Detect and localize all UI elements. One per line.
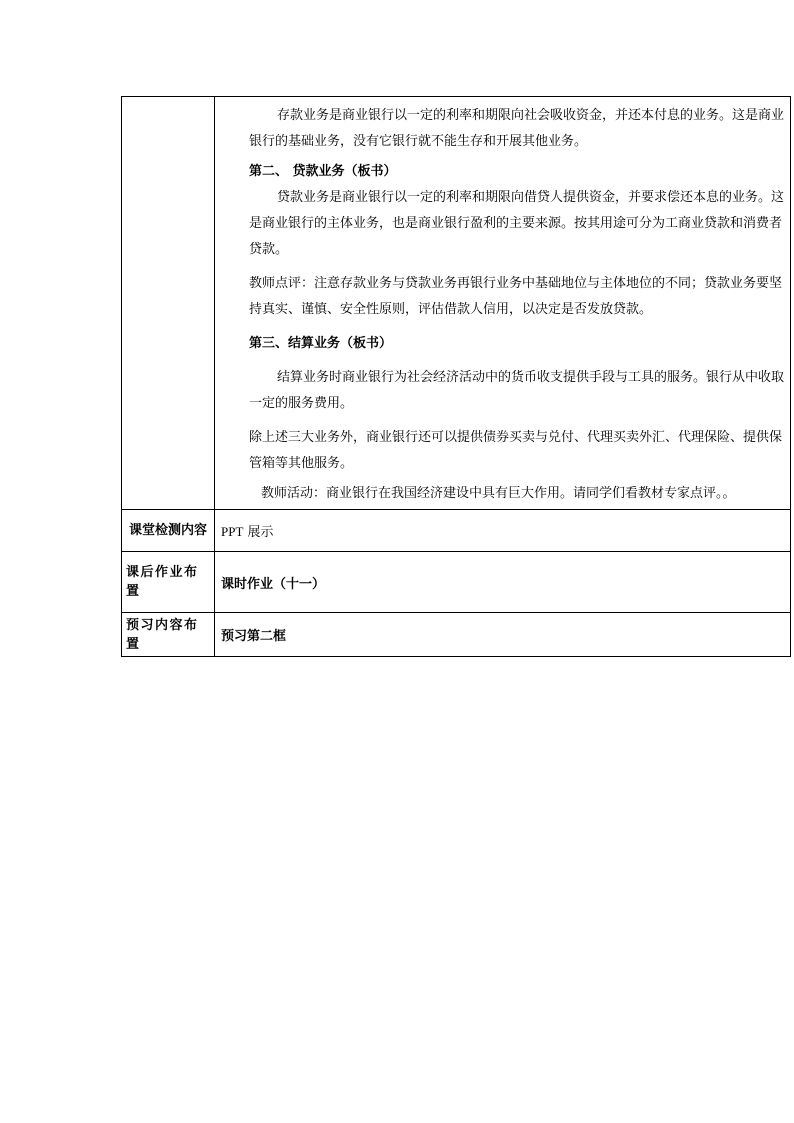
show-text: 展示 bbox=[243, 525, 274, 540]
settlement-heading: 第三、结算业务（板书） bbox=[249, 336, 393, 351]
settlement-paragraph: 结算业务时商业银行为社会经济活动中的货币收支提供手段与工具的服务。银行从中收取一定的服务费用。 bbox=[249, 370, 785, 411]
content-row bbox=[122, 97, 791, 510]
preview-label: 预习内容布置 bbox=[122, 613, 215, 657]
content-cell bbox=[215, 97, 791, 510]
teacher-activity-paragraph: 教师活动：商业银行在我国经济建设中具有巨大作用。请同学们看教材专家点评。。 bbox=[261, 486, 736, 501]
loan-heading: 第二、 贷款业务（板书） bbox=[249, 164, 397, 179]
teacher-comment-paragraph: 教师点评：注意存款业务与贷款业务再银行业务中基础地位与主体地位的不同；贷款业务要坚持真实、谨慎、安全性原则，评估借款人信用，以决定是否发放贷款。 bbox=[249, 276, 783, 317]
other-services-paragraph: 除上述三大业务外，商业银行还可以提供债券买卖与兑付、代理买卖外汇、代理保险、提供保管箱等其他服务。 bbox=[249, 430, 783, 471]
content-label-cell bbox=[122, 97, 215, 510]
homework-row bbox=[122, 552, 791, 613]
deposit-paragraph: 存款业务是商业银行以一定的利率和期限向社会吸收资金，并还本付息的业务。这是商业银行的基础业务，没有它银行就不能生存和开展其他业务。 bbox=[249, 108, 785, 149]
classroom-check-label: 课堂检测内容 bbox=[122, 510, 215, 552]
loan-paragraph: 贷款业务是商业银行以一定的利率和期限向借贷人提供资金，并要求偿还本息的业务。这是商业银行的主体业务，也是商业银行盈利的主要来源。按其用途可分为工商业贷款和消费者贷款。 bbox=[249, 190, 785, 257]
homework-value: 课时作业（十一） bbox=[215, 552, 791, 613]
preview-value: 预习第二框 bbox=[215, 613, 791, 657]
homework-label: 课后作业布置 bbox=[122, 552, 215, 613]
ppt-text: PPT bbox=[221, 524, 244, 539]
lesson-plan-table bbox=[121, 96, 791, 657]
preview-row bbox=[122, 613, 791, 657]
classroom-check-row bbox=[122, 510, 791, 552]
classroom-check-value bbox=[215, 510, 791, 552]
